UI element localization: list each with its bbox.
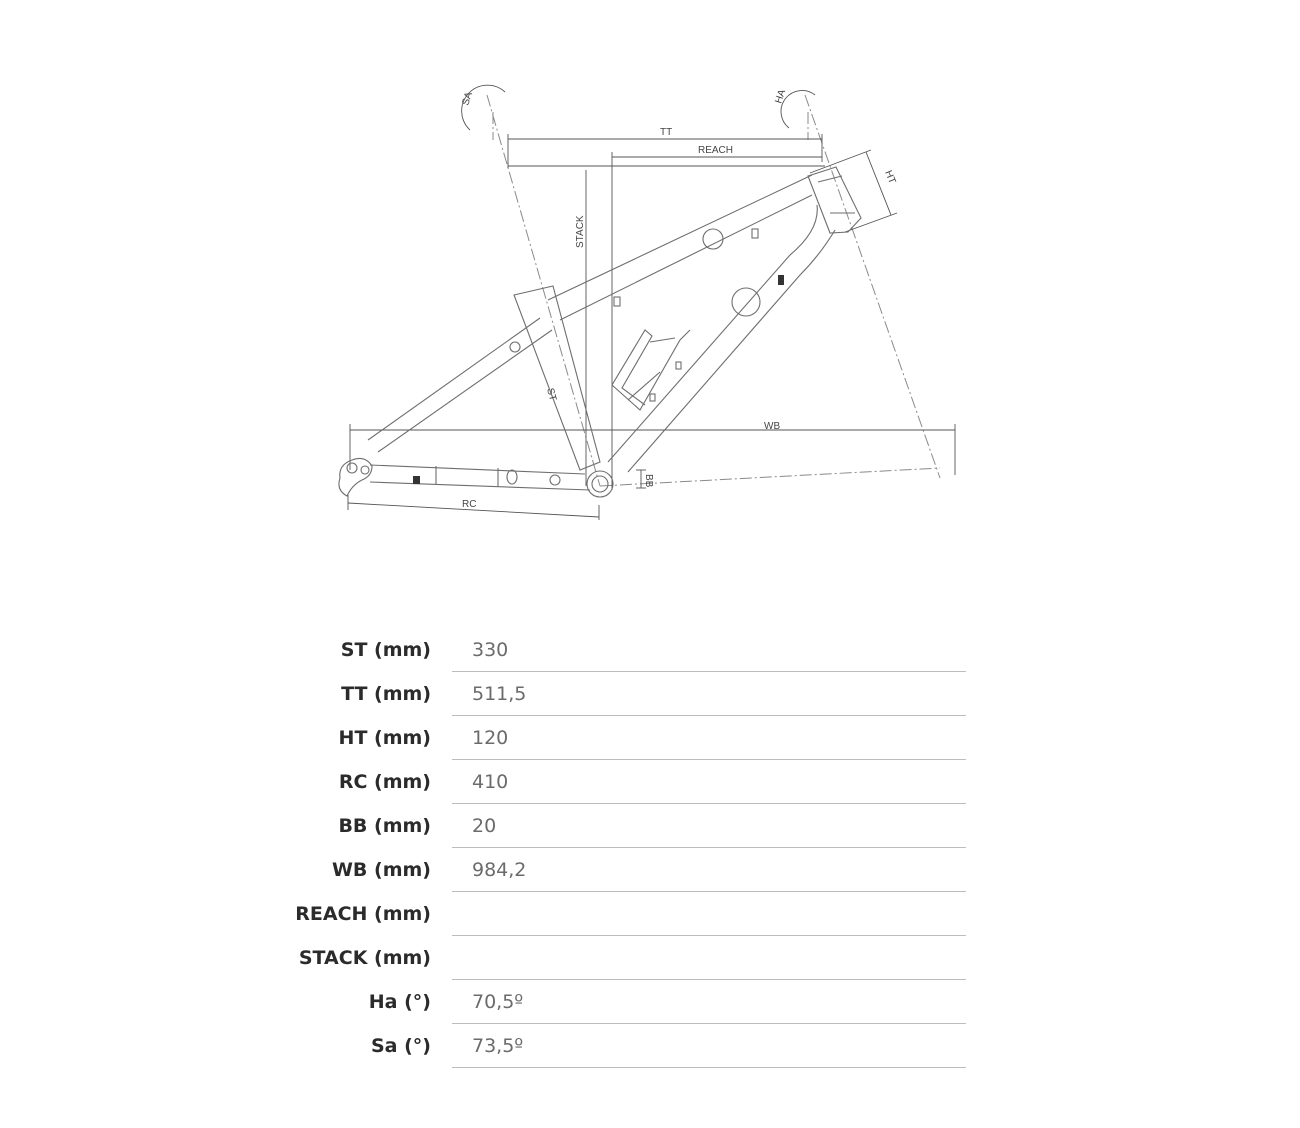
label-ha: HA (773, 88, 789, 105)
row-label: WB (mm) (331, 858, 431, 881)
label-ht: HT (882, 169, 898, 186)
row-value: 20 (452, 804, 966, 848)
geometry-row-sa (290, 1024, 966, 1068)
row-label: Ha (°) (368, 990, 431, 1013)
row-value (452, 892, 966, 936)
row-value: 984,2 (452, 848, 966, 892)
row-label: BB (mm) (338, 814, 431, 837)
row-value: 73,5º (452, 1024, 966, 1068)
row-label: STACK (mm) (298, 946, 431, 969)
frame-geometry-diagram (0, 0, 1300, 560)
bike-frame (339, 167, 861, 497)
label-sa: SA (460, 90, 475, 107)
geometry-row-bb (290, 804, 966, 848)
label-st: ST (544, 386, 559, 403)
row-value: 330 (452, 628, 966, 672)
label-reach: REACH (698, 145, 734, 156)
geometry-row-wb (290, 848, 966, 892)
row-value (452, 936, 966, 980)
geometry-row-tt (290, 672, 966, 716)
row-label: REACH (mm) (295, 902, 431, 925)
row-value: 511,5 (452, 672, 966, 716)
label-tt: TT (660, 127, 673, 138)
row-label: RC (mm) (338, 770, 431, 793)
label-rc: RC (462, 499, 477, 510)
frame-bolts (413, 275, 784, 484)
geometry-row-rc (290, 760, 966, 804)
geometry-row-stack (290, 936, 966, 980)
row-value: 120 (452, 716, 966, 760)
label-bb: BB (643, 474, 654, 488)
row-value: 410 (452, 760, 966, 804)
dimension-lines (348, 134, 955, 520)
label-stack: STACK (575, 215, 586, 248)
label-wb: WB (764, 421, 781, 432)
geometry-row-ha (290, 980, 966, 1024)
row-label: Sa (°) (371, 1034, 431, 1057)
geometry-row-reach (290, 892, 966, 936)
geometry-row-st (290, 628, 966, 672)
row-value: 70,5º (452, 980, 966, 1024)
row-label: HT (mm) (338, 726, 431, 749)
geometry-table (290, 628, 966, 1068)
geometry-row-ht (290, 716, 966, 760)
angle-arcs (462, 85, 815, 130)
row-label: TT (mm) (341, 682, 431, 705)
row-label: ST (mm) (340, 638, 431, 661)
